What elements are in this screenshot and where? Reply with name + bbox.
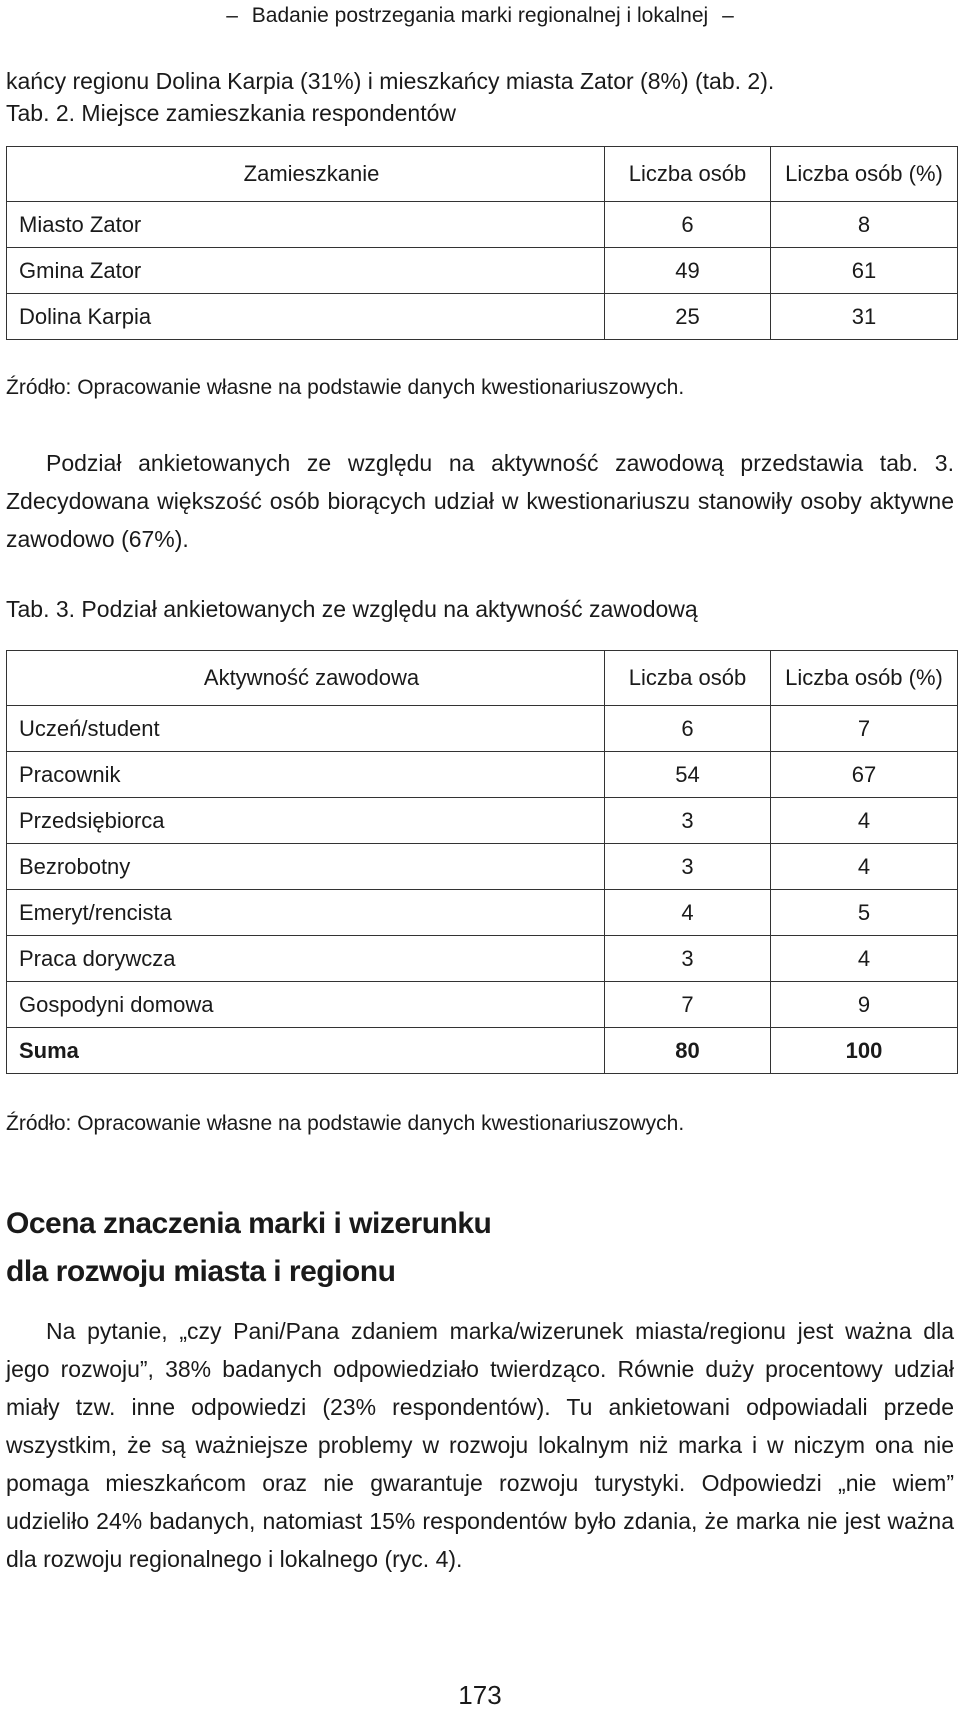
- table-total-row: [7, 1028, 958, 1074]
- table-cell: Uczeń/student: [7, 706, 605, 752]
- table-cell: 6: [605, 202, 771, 248]
- table-cell: 80: [605, 1028, 771, 1074]
- table-row: [7, 294, 958, 340]
- paragraph-brand: [6, 1312, 954, 1578]
- table-cell: 3: [605, 798, 771, 844]
- table-cell: 25: [605, 294, 771, 340]
- table-row: [7, 844, 958, 890]
- table-cell: Emeryt/rencista: [7, 890, 605, 936]
- table-cell: 54: [605, 752, 771, 798]
- table-cell: 6: [605, 706, 771, 752]
- table2-header-cell: Liczba osób (%): [771, 147, 958, 202]
- table-cell: Przedsiębiorca: [7, 798, 605, 844]
- table2-caption: Tab. 2. Miejsce zamieszkania respondentów: [6, 100, 457, 126]
- table-row: [7, 798, 958, 844]
- table-activity: [6, 650, 958, 1074]
- table-row: [7, 706, 958, 752]
- table-cell: 7: [771, 706, 958, 752]
- table3-source: Źródło: Opracowanie własne na podstawie danych kwestionariuszowych.: [6, 1112, 685, 1135]
- table-cell: Gospodyni domowa: [7, 982, 605, 1028]
- paragraph-activity-text: Podział ankietowanych ze względu na aktywność zawodową przedstawia tab. 3. Zdecydowana większość osób biorących udział w kwestionariuszu stanowiły osoby aktywne zawodowo (67%).: [6, 450, 954, 552]
- table-cell: 8: [771, 202, 958, 248]
- section-heading-line2: dla rozwoju miasta i regionu: [6, 1255, 396, 1288]
- table-cell: 49: [605, 248, 771, 294]
- table-cell: Miasto Zator: [7, 202, 605, 248]
- table3-header-row: [7, 651, 958, 706]
- table2-header-cell: Liczba osób: [605, 147, 771, 202]
- table-row: [7, 202, 958, 248]
- header-title: Badanie postrzegania marki regionalnej i lokalnej: [251, 4, 709, 27]
- table2-header-row: [7, 147, 958, 202]
- table-cell: Dolina Karpia: [7, 294, 605, 340]
- table-cell: 67: [771, 752, 958, 798]
- table-row: [7, 248, 958, 294]
- table-row: [7, 752, 958, 798]
- table-row: [7, 936, 958, 982]
- table-cell: 4: [771, 844, 958, 890]
- table3-header-cell: Aktywność zawodowa: [7, 651, 605, 706]
- table-cell: Bezrobotny: [7, 844, 605, 890]
- table3-header-cell: Liczba osób (%): [771, 651, 958, 706]
- table-cell: 3: [605, 844, 771, 890]
- table-cell: Suma: [7, 1028, 605, 1074]
- table-cell: 3: [605, 936, 771, 982]
- table-cell: 61: [771, 248, 958, 294]
- table-cell: 100: [771, 1028, 958, 1074]
- running-header: [0, 4, 960, 28]
- table-cell: 31: [771, 294, 958, 340]
- table-residence: [6, 146, 958, 340]
- table-cell: Pracownik: [7, 752, 605, 798]
- header-dash-left: –: [226, 4, 238, 27]
- table-row: [7, 890, 958, 936]
- paragraph-activity: [6, 444, 954, 558]
- table2-source: Źródło: Opracowanie własne na podstawie danych kwestionariuszowych.: [6, 376, 685, 399]
- table-cell: 7: [605, 982, 771, 1028]
- table3-caption: Tab. 3. Podział ankietowanych ze względu na aktywność zawodową: [6, 596, 698, 622]
- table-cell: 4: [771, 936, 958, 982]
- table-cell: 4: [771, 798, 958, 844]
- table2-header-cell: Zamieszkanie: [7, 147, 605, 202]
- table-cell: 4: [605, 890, 771, 936]
- table3-header-cell: Liczba osób: [605, 651, 771, 706]
- table-cell: 5: [771, 890, 958, 936]
- table-cell: Gmina Zator: [7, 248, 605, 294]
- section-heading: [6, 1200, 491, 1296]
- header-dash-right: –: [722, 4, 734, 27]
- page-number: 173: [458, 1680, 502, 1710]
- intro-line: kańcy regionu Dolina Karpia (31%) i mieszkańcy miasta Zator (8%) (tab. 2).: [6, 68, 775, 94]
- paragraph-brand-text: Na pytanie, „czy Pani/Pana zdaniem marka/wizerunek miasta/regionu jest ważna dla jego rozwoju”, 38% badanych odpowiedziało twierdząco. Równie duży procentowy udział miały tzw. inne odpowiedzi (23% respondentów). Tu ankietowani odpowiadali przede wszystkim, że są ważniejsze problemy w rozwoju lokalnym niż marka i w niczym ona nie pomaga mieszkańcom oraz nie gwarantuje rozwoju turystyki. Odpowiedzi „nie wiem” udzieliło 24% badanych, natomiast 15% respondentów było zdania, że marka nie jest ważna dla rozwoju regionalnego i lokalnego (ryc. 4).: [6, 1318, 954, 1572]
- section-heading-line1: Ocena znaczenia marki i wizerunku: [6, 1207, 492, 1240]
- table-cell: Praca dorywcza: [7, 936, 605, 982]
- table-row: [7, 982, 958, 1028]
- table-cell: 9: [771, 982, 958, 1028]
